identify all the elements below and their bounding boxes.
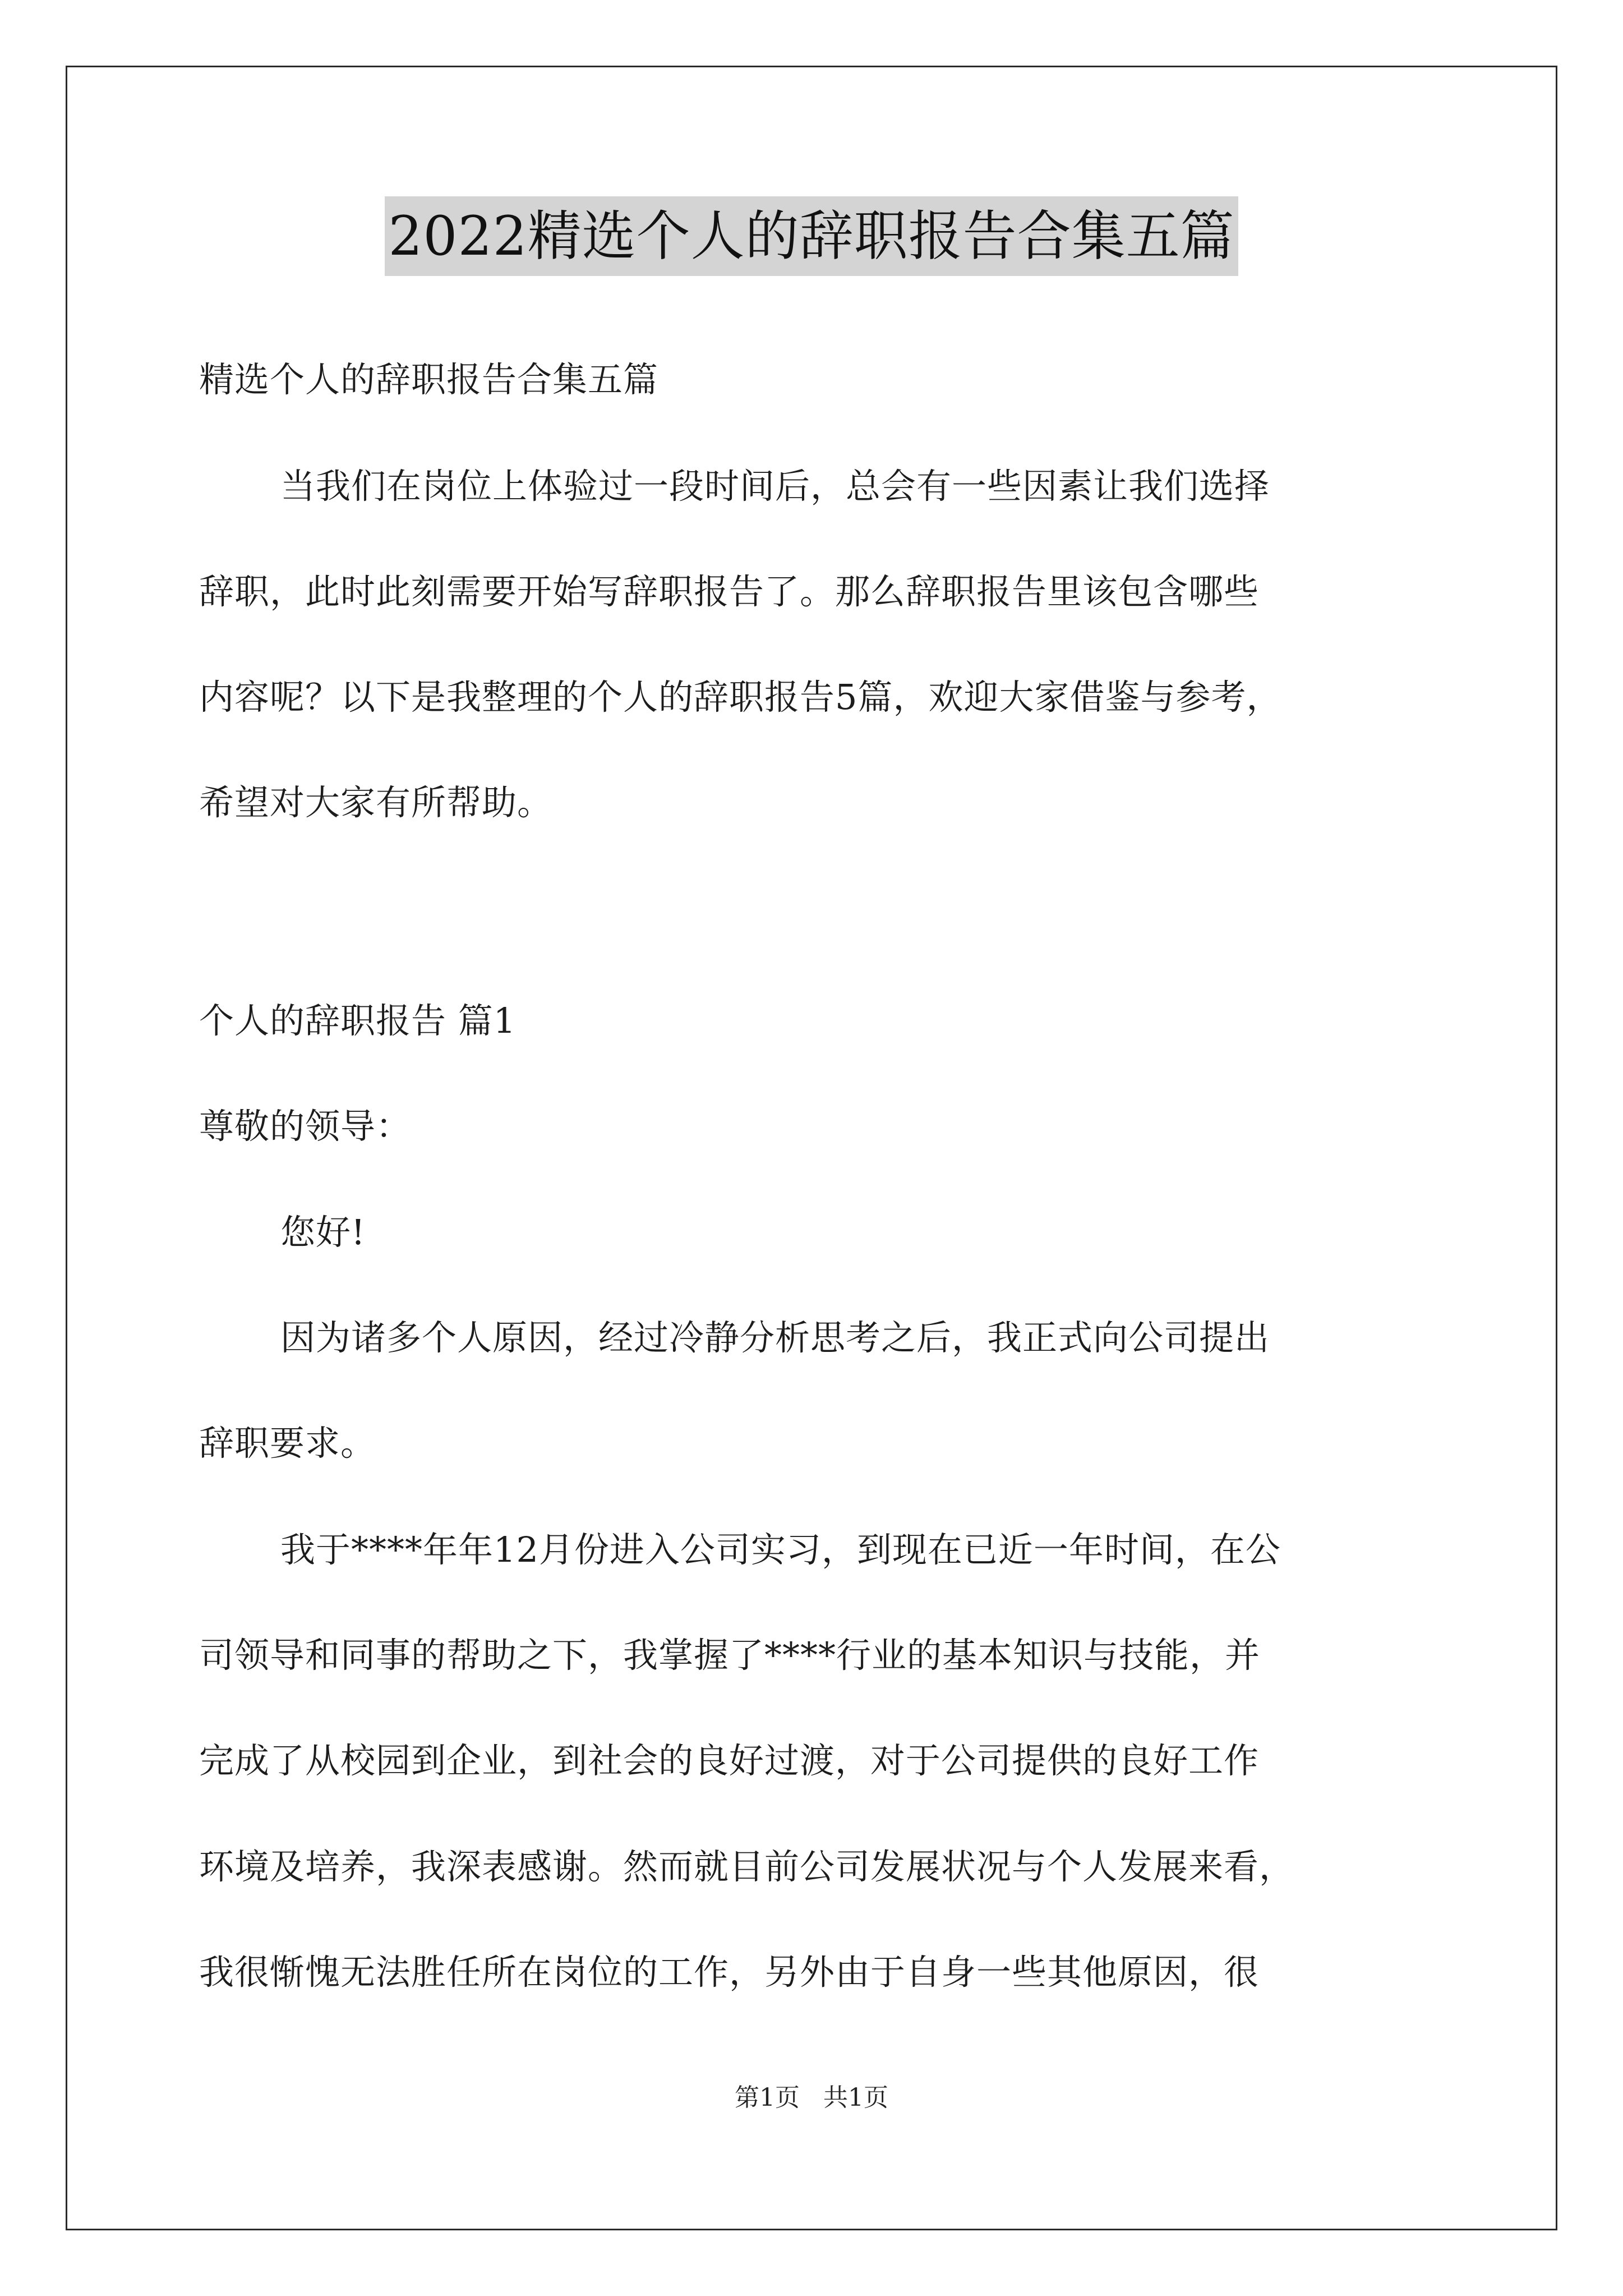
paragraph1-line-1: 因为诸多个人原因，经过冷静分析思考之后，我正式向公司提出 <box>280 1317 1270 1358</box>
paragraph2-line-3: 完成了从校园到企业，到社会的良好过渡，对于公司提供的良好工作 <box>199 1740 1260 1781</box>
title-block <box>0 196 1623 276</box>
document-subtitle: 精选个人的辞职报告合集五篇 <box>199 359 659 400</box>
paragraph2-line-1: 我于****年年12月份进入公司实习，到现在已近一年时间，在公 <box>280 1529 1281 1570</box>
intro-line-4: 希望对大家有所帮助。 <box>199 782 553 823</box>
page-footer: 第1页 共1页 <box>735 2083 888 2112</box>
intro-line-3: 内容呢？以下是我整理的个人的辞职报告5篇，欢迎大家借鉴与参考， <box>199 677 1282 717</box>
paragraph1-line-2: 辞职要求。 <box>199 1423 376 1464</box>
intro-line-2: 辞职，此时此刻需要开始写辞职报告了。那么辞职报告里该包含哪些 <box>199 571 1260 612</box>
paragraph2-line-4: 环境及培养，我深表感谢。然而就目前公司发展状况与个人发展来看， <box>199 1846 1295 1887</box>
paragraph2-line-2: 司领导和同事的帮助之下，我掌握了****行业的基本知识与技能，并 <box>199 1635 1261 1676</box>
section-heading: 个人的辞职报告 篇1 <box>199 1000 517 1041</box>
salutation: 尊敬的领导： <box>199 1106 412 1147</box>
intro-line-1: 当我们在岗位上体验过一段时间后，总会有一些因素让我们选择 <box>280 466 1270 507</box>
document-title: 2022精选个人的辞职报告合集五篇 <box>385 196 1238 276</box>
greeting: 您好! <box>280 1212 366 1253</box>
paragraph2-line-5: 我很惭愧无法胜任所在岗位的工作，另外由于自身一些其他原因，很 <box>199 1952 1260 1993</box>
